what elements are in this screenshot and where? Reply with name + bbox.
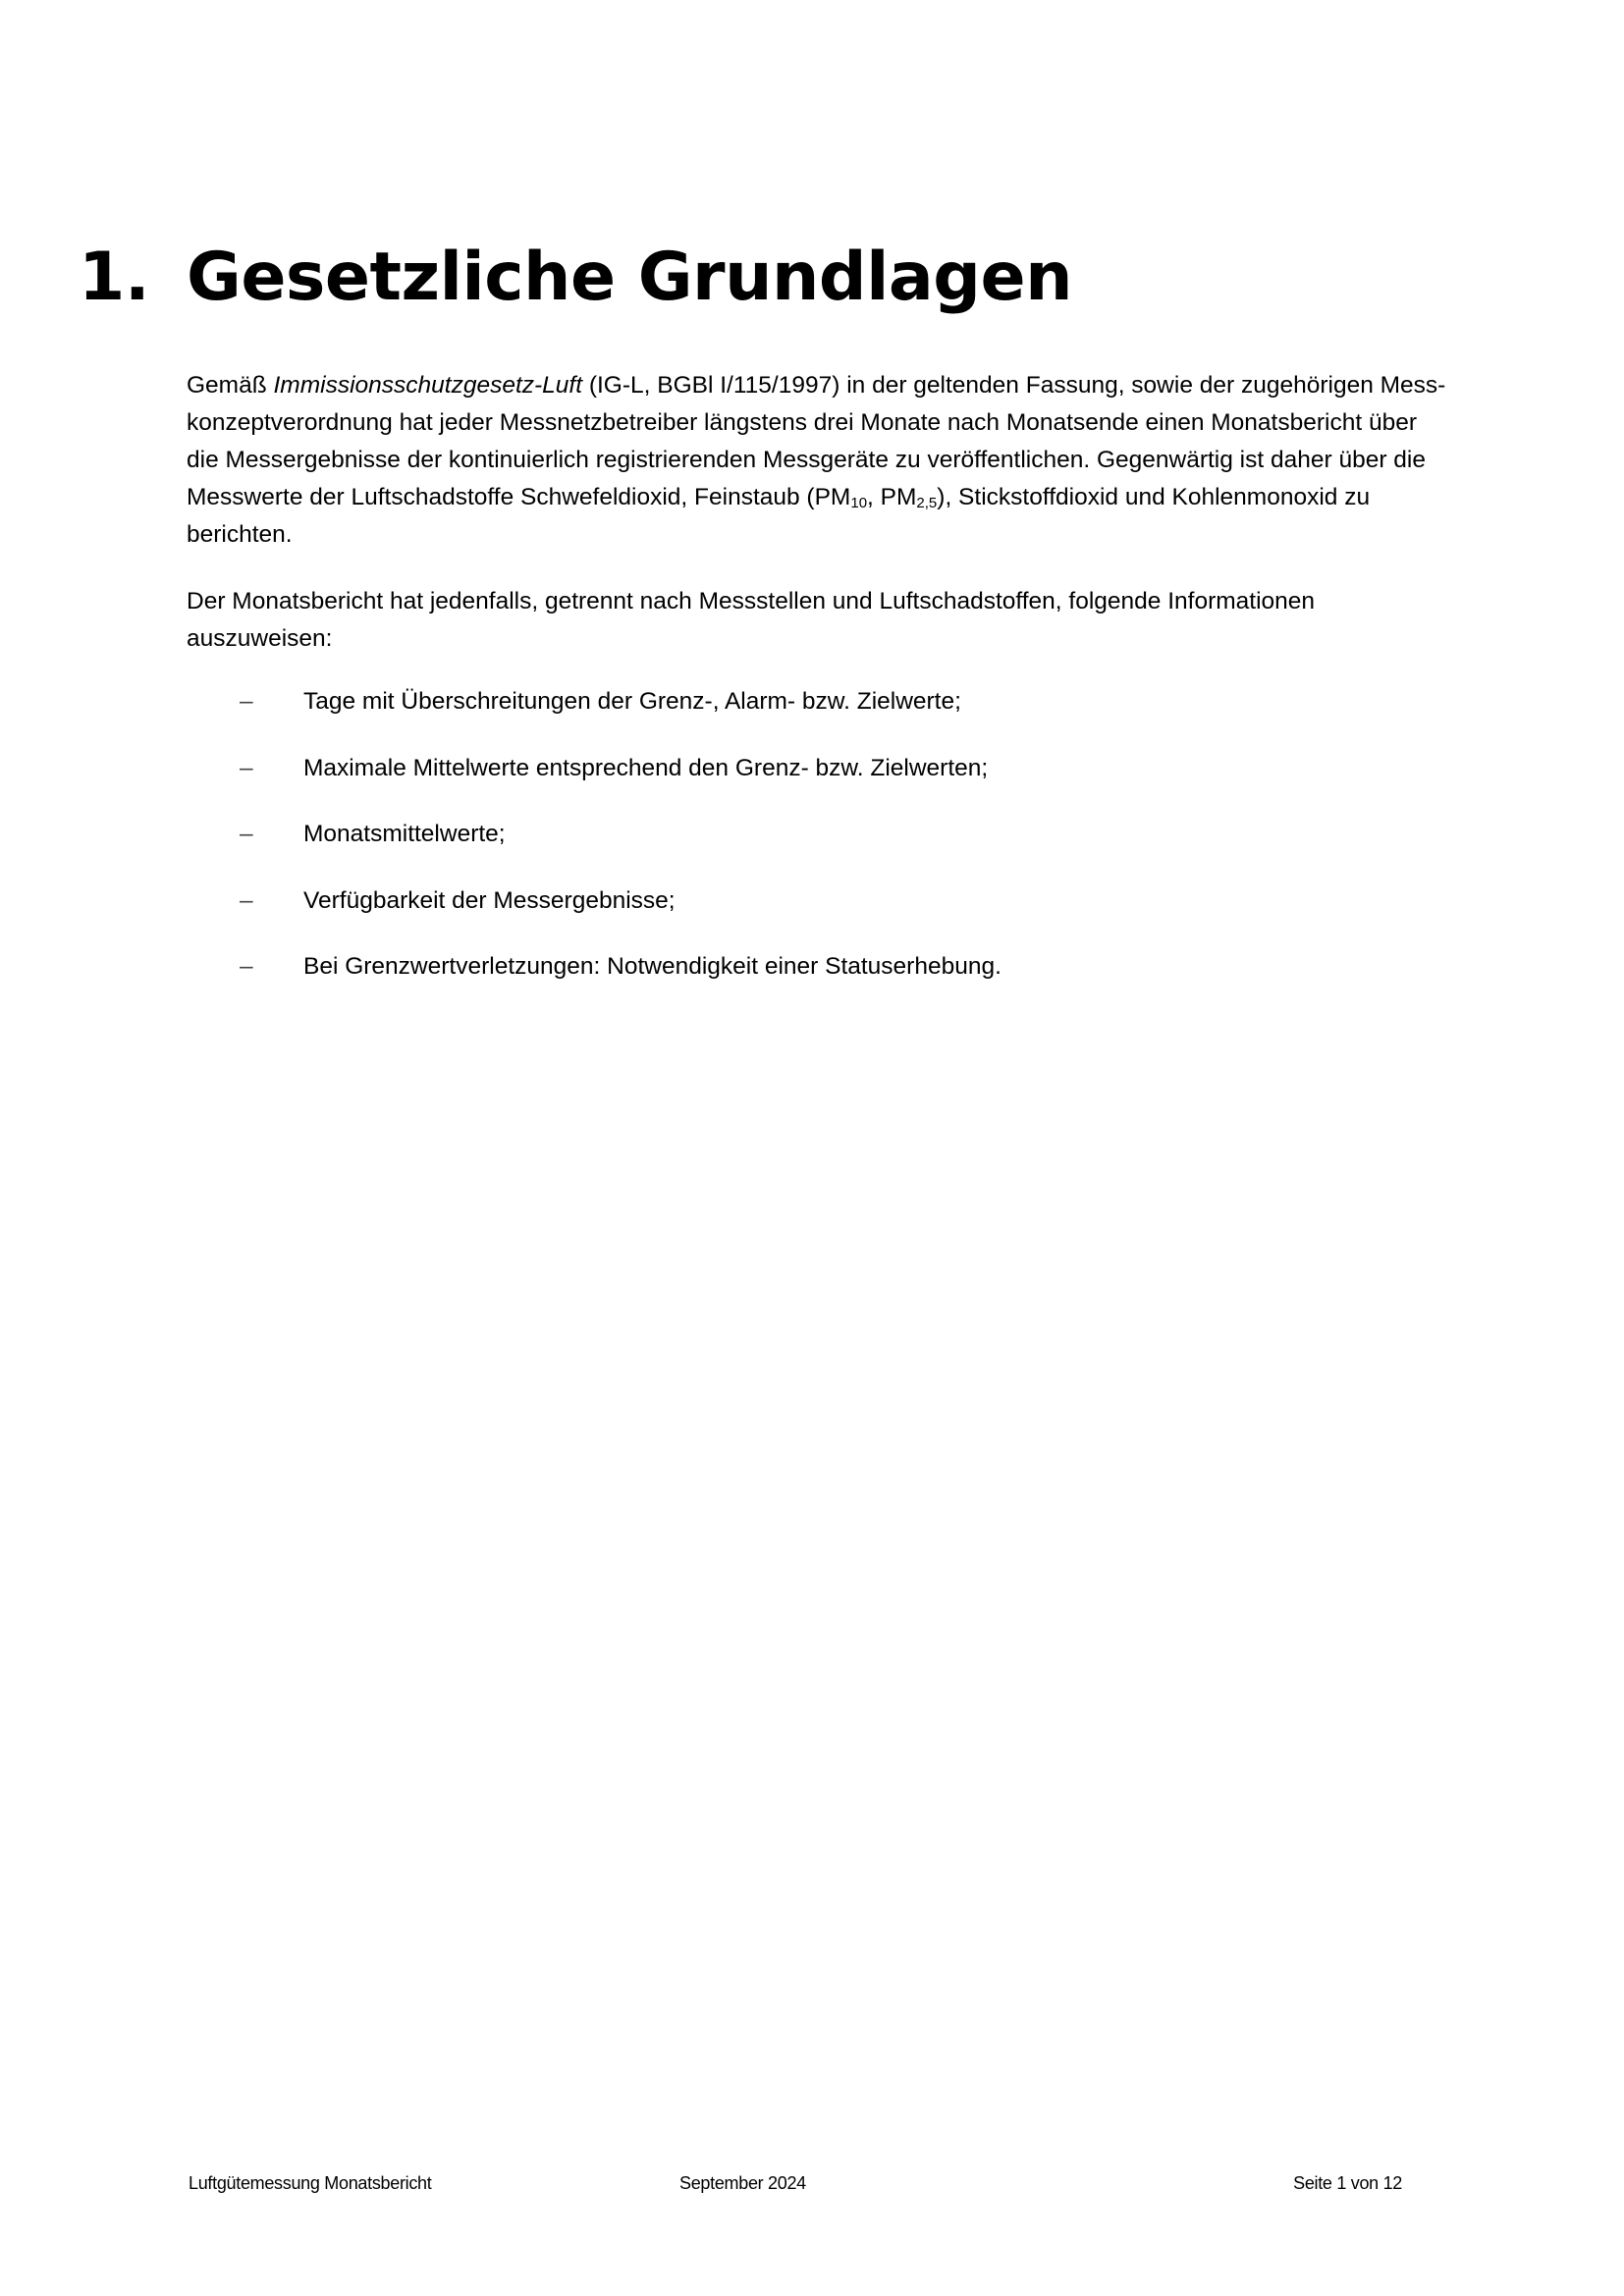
section-heading — [79, 239, 1072, 317]
requirements-list — [240, 683, 1418, 1015]
p1-line1-rest: (IG-L, BGBl I/115/1997) in der geltenden Fassung, sowie der zugehörigen Mess- — [582, 372, 1446, 399]
pm10-subscript: 10 — [850, 495, 868, 511]
list-item — [240, 683, 1418, 750]
list-item — [240, 816, 1418, 882]
list-item — [240, 948, 1418, 1015]
footer-document-title: Luftgütemessung Monatsbericht — [189, 2173, 432, 2193]
list-item-text: Maximale Mittelwerte entsprechend den Grenz- bzw. Zielwerten; — [303, 754, 989, 781]
p1-line4-post: ), Stickstoffdioxid und Kohlenmonoxid zu — [937, 484, 1371, 510]
p2-line2: auszuweisen: — [187, 625, 333, 652]
section-number: 1. — [79, 239, 150, 316]
p1-line5: berichten. — [187, 521, 293, 548]
p1-line2: konzeptverordnung hat jeder Messnetzbetreiber längstens drei Monate nach Monatsende einen Monatsbericht über — [187, 409, 1417, 436]
list-item-text: Verfügbarkeit der Messergebnisse; — [303, 886, 676, 914]
report-requirements-paragraph — [187, 583, 1453, 658]
p2-line1: Der Monatsbericht hat jedenfalls, getrennt nach Messstellen und Luftschadstoffen, folgende Informationen — [187, 588, 1316, 614]
dash-bullet: – — [240, 688, 253, 715]
intro-paragraph — [187, 367, 1453, 554]
p1-line3: die Messergebnisse der kontinuierlich registrierenden Messgeräte zu veröffentlichen. Gegenwärtig ist daher über die — [187, 447, 1426, 473]
footer-date: September 2024 — [679, 2173, 806, 2193]
dash-bullet: – — [240, 754, 253, 781]
list-item-text: Monatsmittelwerte; — [303, 821, 506, 847]
p1-pre: Gemäß — [187, 372, 274, 399]
p1-line4-mid: , PM — [867, 484, 917, 510]
p1-line4-pre: Messwerte der Luftschadstoffe Schwefeldioxid, Feinstaub (PM — [187, 484, 851, 510]
section-title: Gesetzliche Grundlagen — [187, 239, 1072, 316]
footer-page-number: Seite 1 von 12 — [1293, 2173, 1402, 2193]
law-name: Immissionsschutzgesetz-Luft — [273, 372, 583, 399]
pm25-subscript: 2,5 — [916, 495, 938, 511]
list-item — [240, 750, 1418, 817]
list-item — [240, 882, 1418, 949]
dash-bullet: – — [240, 821, 253, 847]
list-item-text: Tage mit Überschreitungen der Grenz-, Alarm- bzw. Zielwerte; — [303, 688, 961, 715]
dash-bullet: – — [240, 886, 253, 914]
dash-bullet: – — [240, 953, 253, 980]
list-item-text: Bei Grenzwertverletzungen: Notwendigkeit einer Statuserhebung. — [303, 953, 1001, 980]
